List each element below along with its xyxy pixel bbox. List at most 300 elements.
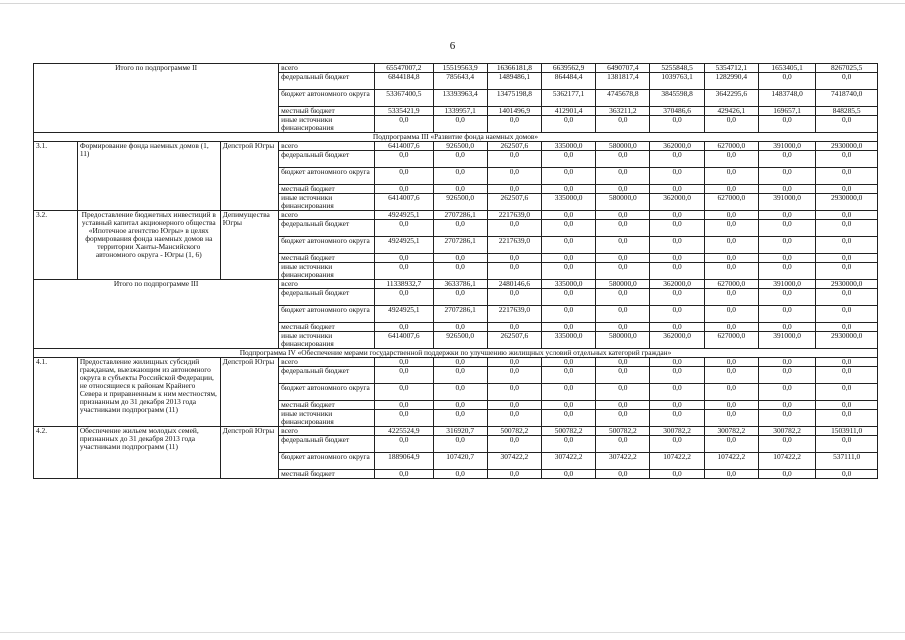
value-cell: 537111,0 (816, 453, 878, 470)
value-cell: 580000,0 (596, 142, 650, 151)
value-cell: 2217639,0 (487, 237, 541, 254)
funding-source: федеральный бюджет (279, 289, 375, 306)
value-cell: 391000,0 (758, 332, 815, 349)
item-name: Предоставление бюджетных инвестиций в уставный капитал акционерного общества «Ипотечное агентство Югры» в целях формирования фонда наемных домов на территории Ханты-Мансийского автономного округа - Югры (1, 6) (77, 211, 220, 280)
value-cell: 0,0 (596, 116, 650, 133)
value-cell: 0,0 (596, 237, 650, 254)
value-cell: 0,0 (816, 410, 878, 427)
value-cell: 1282990,4 (704, 73, 758, 90)
value-cell: 0,0 (542, 116, 596, 133)
value-cell: 107420,7 (433, 453, 487, 470)
value-cell: 0,0 (542, 211, 596, 220)
item-executor: Депимущества Югры (220, 211, 278, 280)
value-cell: 0,0 (375, 220, 433, 237)
value-cell: 0,0 (375, 151, 433, 168)
value-cell: 627000,0 (704, 332, 758, 349)
value-cell: 0,0 (758, 358, 815, 367)
value-cell: 0,0 (704, 470, 758, 479)
value-cell: 0,0 (596, 410, 650, 427)
value-cell: 335000,0 (542, 142, 596, 151)
value-cell: 0,0 (542, 436, 596, 453)
item-name: Обеспечение жильем молодых семей, признанных до 31 декабря 2013 года участниками подпрограмм (11) (77, 427, 220, 479)
value-cell: 5255848,5 (650, 64, 704, 73)
item-number: 3.2. (34, 211, 78, 280)
value-cell: 0,0 (758, 263, 815, 280)
value-cell: 0,0 (542, 220, 596, 237)
funding-source: бюджет автономного округа (279, 237, 375, 254)
value-cell: 0,0 (758, 367, 815, 384)
value-cell: 0,0 (758, 237, 815, 254)
value-cell: 1503911,0 (816, 427, 878, 436)
value-cell: 0,0 (433, 151, 487, 168)
value-cell: 53367400,5 (375, 90, 433, 107)
value-cell: 0,0 (704, 254, 758, 263)
item-name: Предоставление жилищных субсидий гражданам, выезжающим из автономного округа в субъекты Российской Федерации, не относящиеся к районам Крайнего Севера и приравненным к ним местностям, признанным до 31 декабря 2013 года участниками подпрограмм (11) (77, 358, 220, 427)
value-cell: 0,0 (375, 384, 433, 401)
value-cell: 107422,2 (650, 453, 704, 470)
funding-source: бюджет автономного округа (279, 168, 375, 185)
funding-source: местный бюджет (279, 401, 375, 410)
table-row (34, 142, 878, 151)
value-cell: 2930000,0 (816, 280, 878, 289)
funding-source: федеральный бюджет (279, 151, 375, 168)
value-cell: 0,0 (596, 151, 650, 168)
value-cell: 0,0 (542, 358, 596, 367)
value-cell: 363211,2 (596, 107, 650, 116)
value-cell: 0,0 (375, 401, 433, 410)
funding-source: иные источники финансирования (279, 116, 375, 133)
value-cell: 2480146,6 (487, 280, 541, 289)
value-cell: 0,0 (758, 73, 815, 90)
value-cell: 0,0 (596, 470, 650, 479)
funding-source: местный бюджет (279, 185, 375, 194)
table-row (34, 64, 878, 73)
value-cell: 300782,2 (650, 427, 704, 436)
value-cell: 0,0 (596, 401, 650, 410)
value-cell: 4745678,8 (596, 90, 650, 107)
value-cell: 0,0 (542, 410, 596, 427)
value-cell: 362000,0 (650, 142, 704, 151)
value-cell: 4225524,9 (375, 427, 433, 436)
value-cell: 0,0 (433, 401, 487, 410)
value-cell: 3642295,6 (704, 90, 758, 107)
value-cell: 1401496,9 (487, 107, 541, 116)
value-cell: 4924925,1 (375, 306, 433, 323)
value-cell: 2217639,0 (487, 211, 541, 220)
value-cell: 6639562,9 (542, 64, 596, 73)
value-cell: 1381817,4 (596, 73, 650, 90)
item-number: 4.1. (34, 358, 78, 427)
value-cell: 300782,2 (704, 427, 758, 436)
value-cell: 0,0 (758, 410, 815, 427)
value-cell: 0,0 (704, 410, 758, 427)
value-cell: 0,0 (758, 384, 815, 401)
value-cell: 0,0 (650, 237, 704, 254)
value-cell: 0,0 (650, 410, 704, 427)
value-cell: 391000,0 (758, 142, 815, 151)
value-cell: 0,0 (758, 306, 815, 323)
value-cell: 580000,0 (596, 280, 650, 289)
value-cell: 0,0 (758, 185, 815, 194)
funding-source: всего (279, 64, 375, 73)
value-cell: 0,0 (650, 211, 704, 220)
value-cell: 0,0 (704, 220, 758, 237)
value-cell: 0,0 (704, 263, 758, 280)
value-cell: 0,0 (433, 220, 487, 237)
funding-source: местный бюджет (279, 470, 375, 479)
value-cell: 0,0 (650, 151, 704, 168)
funding-source: всего (279, 427, 375, 436)
value-cell: 0,0 (487, 289, 541, 306)
value-cell: 0,0 (596, 323, 650, 332)
value-cell: 0,0 (816, 237, 878, 254)
funding-source: всего (279, 142, 375, 151)
value-cell: 0,0 (487, 410, 541, 427)
value-cell: 0,0 (542, 306, 596, 323)
value-cell: 0,0 (650, 367, 704, 384)
funding-source: бюджет автономного округа (279, 384, 375, 401)
funding-source: всего (279, 358, 375, 367)
value-cell: 0,0 (704, 323, 758, 332)
funding-source: бюджет автономного округа (279, 90, 375, 107)
value-cell: 0,0 (433, 323, 487, 332)
value-cell: 0,0 (816, 254, 878, 263)
value-cell: 0,0 (758, 116, 815, 133)
value-cell: 0,0 (816, 151, 878, 168)
value-cell: 0,0 (758, 254, 815, 263)
funding-source: иные источники финансирования (279, 263, 375, 280)
value-cell: 0,0 (816, 306, 878, 323)
value-cell: 0,0 (596, 254, 650, 263)
value-cell: 0,0 (487, 263, 541, 280)
value-cell: 6844184,8 (375, 73, 433, 90)
value-cell: 1889064,9 (375, 453, 433, 470)
value-cell: 0,0 (704, 384, 758, 401)
value-cell: 848285,5 (816, 107, 878, 116)
value-cell: 262507,6 (487, 142, 541, 151)
value-cell: 0,0 (650, 254, 704, 263)
value-cell: 107422,2 (704, 453, 758, 470)
value-cell: 0,0 (433, 410, 487, 427)
value-cell: 0,0 (816, 470, 878, 479)
value-cell: 1653405,1 (758, 64, 815, 73)
value-cell: 0,0 (542, 367, 596, 384)
value-cell: 627000,0 (704, 142, 758, 151)
total-label: Итого по подпрограмме II (34, 64, 279, 133)
value-cell: 0,0 (487, 470, 541, 479)
subprogram-header-row (34, 349, 878, 358)
value-cell: 316920,7 (433, 427, 487, 436)
funding-source: иные источники финансирования (279, 410, 375, 427)
value-cell: 0,0 (433, 367, 487, 384)
value-cell: 0,0 (487, 151, 541, 168)
value-cell: 627000,0 (704, 280, 758, 289)
value-cell: 5354712,1 (704, 64, 758, 73)
value-cell: 0,0 (542, 323, 596, 332)
value-cell: 1483748,0 (758, 90, 815, 107)
value-cell: 0,0 (433, 254, 487, 263)
value-cell: 0,0 (487, 358, 541, 367)
funding-source: местный бюджет (279, 107, 375, 116)
funding-source: бюджет автономного округа (279, 453, 375, 470)
value-cell: 11338932,7 (375, 280, 433, 289)
value-cell: 0,0 (542, 401, 596, 410)
value-cell: 0,0 (596, 306, 650, 323)
value-cell: 3845598,8 (650, 90, 704, 107)
value-cell: 0,0 (487, 384, 541, 401)
value-cell: 0,0 (816, 289, 878, 306)
value-cell: 926500,0 (433, 194, 487, 211)
value-cell: 0,0 (542, 168, 596, 185)
funding-source: бюджет автономного округа (279, 306, 375, 323)
value-cell: 0,0 (650, 220, 704, 237)
value-cell: 0,0 (816, 211, 878, 220)
value-cell: 0,0 (758, 289, 815, 306)
value-cell: 0,0 (650, 401, 704, 410)
value-cell: 0,0 (704, 151, 758, 168)
value-cell: 0,0 (487, 401, 541, 410)
value-cell: 0,0 (704, 289, 758, 306)
value-cell: 0,0 (375, 185, 433, 194)
value-cell: 262507,6 (487, 332, 541, 349)
value-cell: 8267025,5 (816, 64, 878, 73)
value-cell: 307422,2 (487, 453, 541, 470)
value-cell: 0,0 (704, 116, 758, 133)
value-cell: 0,0 (704, 367, 758, 384)
value-cell: 16366181,8 (487, 64, 541, 73)
value-cell: 500782,2 (596, 427, 650, 436)
value-cell: 4924925,1 (375, 237, 433, 254)
value-cell: 0,0 (487, 168, 541, 185)
value-cell: 0,0 (650, 185, 704, 194)
value-cell: 0,0 (758, 211, 815, 220)
value-cell: 370486,6 (650, 107, 704, 116)
value-cell: 0,0 (650, 263, 704, 280)
table-body (34, 64, 878, 479)
value-cell: 4924925,1 (375, 211, 433, 220)
funding-source: федеральный бюджет (279, 73, 375, 90)
page-number: 6 (449, 40, 456, 52)
funding-source: всего (279, 280, 375, 289)
value-cell: 580000,0 (596, 332, 650, 349)
item-executor: Депстрой Югры (220, 358, 278, 427)
item-executor: Депстрой Югры (220, 427, 278, 479)
funding-source: федеральный бюджет (279, 220, 375, 237)
value-cell: 169657,1 (758, 107, 815, 116)
value-cell: 0,0 (433, 185, 487, 194)
funding-source: иные источники финансирования (279, 194, 375, 211)
value-cell: 2930000,0 (816, 332, 878, 349)
value-cell: 0,0 (816, 384, 878, 401)
value-cell: 0,0 (542, 289, 596, 306)
value-cell: 0,0 (596, 185, 650, 194)
value-cell: 500782,2 (487, 427, 541, 436)
value-cell: 0,0 (758, 168, 815, 185)
value-cell: 362000,0 (650, 280, 704, 289)
value-cell: 262507,6 (487, 194, 541, 211)
value-cell: 0,0 (704, 185, 758, 194)
value-cell: 0,0 (375, 410, 433, 427)
value-cell: 0,0 (375, 470, 433, 479)
value-cell: 926500,0 (433, 142, 487, 151)
value-cell: 2930000,0 (816, 194, 878, 211)
value-cell: 15519563,9 (433, 64, 487, 73)
value-cell: 0,0 (650, 323, 704, 332)
value-cell: 6414007,6 (375, 332, 433, 349)
value-cell: 0,0 (650, 358, 704, 367)
value-cell: 0,0 (816, 358, 878, 367)
value-cell: 13475198,8 (487, 90, 541, 107)
value-cell: 500782,2 (542, 427, 596, 436)
value-cell: 0,0 (433, 470, 487, 479)
value-cell: 0,0 (375, 289, 433, 306)
value-cell: 0,0 (704, 211, 758, 220)
value-cell: 0,0 (704, 237, 758, 254)
value-cell: 0,0 (596, 384, 650, 401)
value-cell: 2707286,1 (433, 306, 487, 323)
funding-source: иные источники финансирования (279, 332, 375, 349)
value-cell: 0,0 (433, 289, 487, 306)
value-cell: 0,0 (542, 151, 596, 168)
value-cell: 7418740,0 (816, 90, 878, 107)
total-label: Итого по подпрограмме III (34, 280, 279, 349)
value-cell: 0,0 (542, 254, 596, 263)
value-cell: 391000,0 (758, 194, 815, 211)
value-cell: 0,0 (758, 323, 815, 332)
value-cell: 864484,4 (542, 73, 596, 90)
value-cell: 0,0 (375, 263, 433, 280)
value-cell: 391000,0 (758, 280, 815, 289)
value-cell: 0,0 (816, 401, 878, 410)
value-cell: 0,0 (596, 168, 650, 185)
value-cell: 0,0 (758, 470, 815, 479)
table-row (34, 211, 878, 220)
value-cell: 0,0 (758, 436, 815, 453)
value-cell: 0,0 (704, 401, 758, 410)
value-cell: 0,0 (433, 436, 487, 453)
subprogram-header-row (34, 133, 878, 142)
value-cell: 1039763,1 (650, 73, 704, 90)
value-cell: 0,0 (816, 436, 878, 453)
value-cell: 6414007,6 (375, 142, 433, 151)
value-cell: 0,0 (816, 367, 878, 384)
value-cell: 0,0 (487, 220, 541, 237)
subprogram-header: Подпрограмма III «Развитие фонда наемных домов» (34, 133, 878, 142)
value-cell: 0,0 (650, 470, 704, 479)
item-number: 4.2. (34, 427, 78, 479)
value-cell: 362000,0 (650, 194, 704, 211)
value-cell: 0,0 (433, 116, 487, 133)
value-cell: 0,0 (487, 116, 541, 133)
value-cell: 0,0 (433, 358, 487, 367)
value-cell: 1489486,1 (487, 73, 541, 90)
value-cell: 0,0 (542, 384, 596, 401)
table-row (34, 427, 878, 436)
value-cell: 0,0 (650, 116, 704, 133)
value-cell: 0,0 (650, 168, 704, 185)
item-name: Формирование фонда наемных домов (1, 11) (77, 142, 220, 211)
value-cell: 0,0 (816, 220, 878, 237)
value-cell: 0,0 (704, 436, 758, 453)
subprogram-header: Подпрограмма IV «Обеспечение мерами государственной поддержки по улучшению жилищных условий отдельных категорий граждан» (34, 349, 878, 358)
value-cell: 0,0 (704, 358, 758, 367)
funding-source: федеральный бюджет (279, 367, 375, 384)
value-cell: 0,0 (758, 401, 815, 410)
value-cell: 0,0 (596, 367, 650, 384)
table-row (34, 280, 878, 289)
value-cell: 6414007,6 (375, 194, 433, 211)
value-cell: 0,0 (596, 436, 650, 453)
table-row (34, 358, 878, 367)
value-cell: 0,0 (596, 289, 650, 306)
value-cell: 307422,2 (542, 453, 596, 470)
value-cell: 926500,0 (433, 332, 487, 349)
funding-source: федеральный бюджет (279, 436, 375, 453)
value-cell: 429426,1 (704, 107, 758, 116)
value-cell: 0,0 (816, 116, 878, 133)
value-cell: 580000,0 (596, 194, 650, 211)
budget-table (33, 63, 878, 479)
value-cell: 0,0 (650, 436, 704, 453)
value-cell: 0,0 (375, 367, 433, 384)
value-cell: 0,0 (542, 263, 596, 280)
value-cell: 0,0 (487, 367, 541, 384)
value-cell: 362000,0 (650, 332, 704, 349)
value-cell: 300782,2 (758, 427, 815, 436)
item-executor: Депстрой Югры (220, 142, 278, 211)
funding-source: местный бюджет (279, 323, 375, 332)
value-cell: 0,0 (375, 323, 433, 332)
value-cell: 2217639,0 (487, 306, 541, 323)
value-cell: 0,0 (650, 289, 704, 306)
value-cell: 2707286,1 (433, 237, 487, 254)
value-cell: 0,0 (650, 384, 704, 401)
value-cell: 0,0 (816, 73, 878, 90)
value-cell: 0,0 (758, 151, 815, 168)
value-cell: 307422,2 (596, 453, 650, 470)
value-cell: 0,0 (433, 168, 487, 185)
value-cell: 1339957,1 (433, 107, 487, 116)
value-cell: 0,0 (704, 168, 758, 185)
value-cell: 6490707,4 (596, 64, 650, 73)
value-cell: 0,0 (596, 220, 650, 237)
value-cell: 0,0 (487, 436, 541, 453)
value-cell: 0,0 (596, 263, 650, 280)
value-cell: 785643,4 (433, 73, 487, 90)
value-cell: 2930000,0 (816, 142, 878, 151)
value-cell: 0,0 (816, 185, 878, 194)
value-cell: 0,0 (816, 168, 878, 185)
value-cell: 0,0 (816, 323, 878, 332)
value-cell: 0,0 (375, 168, 433, 185)
value-cell: 5335421,9 (375, 107, 433, 116)
value-cell: 0,0 (487, 254, 541, 263)
value-cell: 627000,0 (704, 194, 758, 211)
value-cell: 5362177,1 (542, 90, 596, 107)
value-cell: 3633786,1 (433, 280, 487, 289)
value-cell: 0,0 (487, 185, 541, 194)
value-cell: 0,0 (758, 220, 815, 237)
value-cell: 335000,0 (542, 280, 596, 289)
value-cell: 0,0 (542, 470, 596, 479)
value-cell: 2707286,1 (433, 211, 487, 220)
value-cell: 0,0 (433, 263, 487, 280)
value-cell: 13393963,4 (433, 90, 487, 107)
funding-source: местный бюджет (279, 254, 375, 263)
value-cell: 0,0 (375, 358, 433, 367)
value-cell: 0,0 (542, 237, 596, 254)
value-cell: 0,0 (704, 306, 758, 323)
